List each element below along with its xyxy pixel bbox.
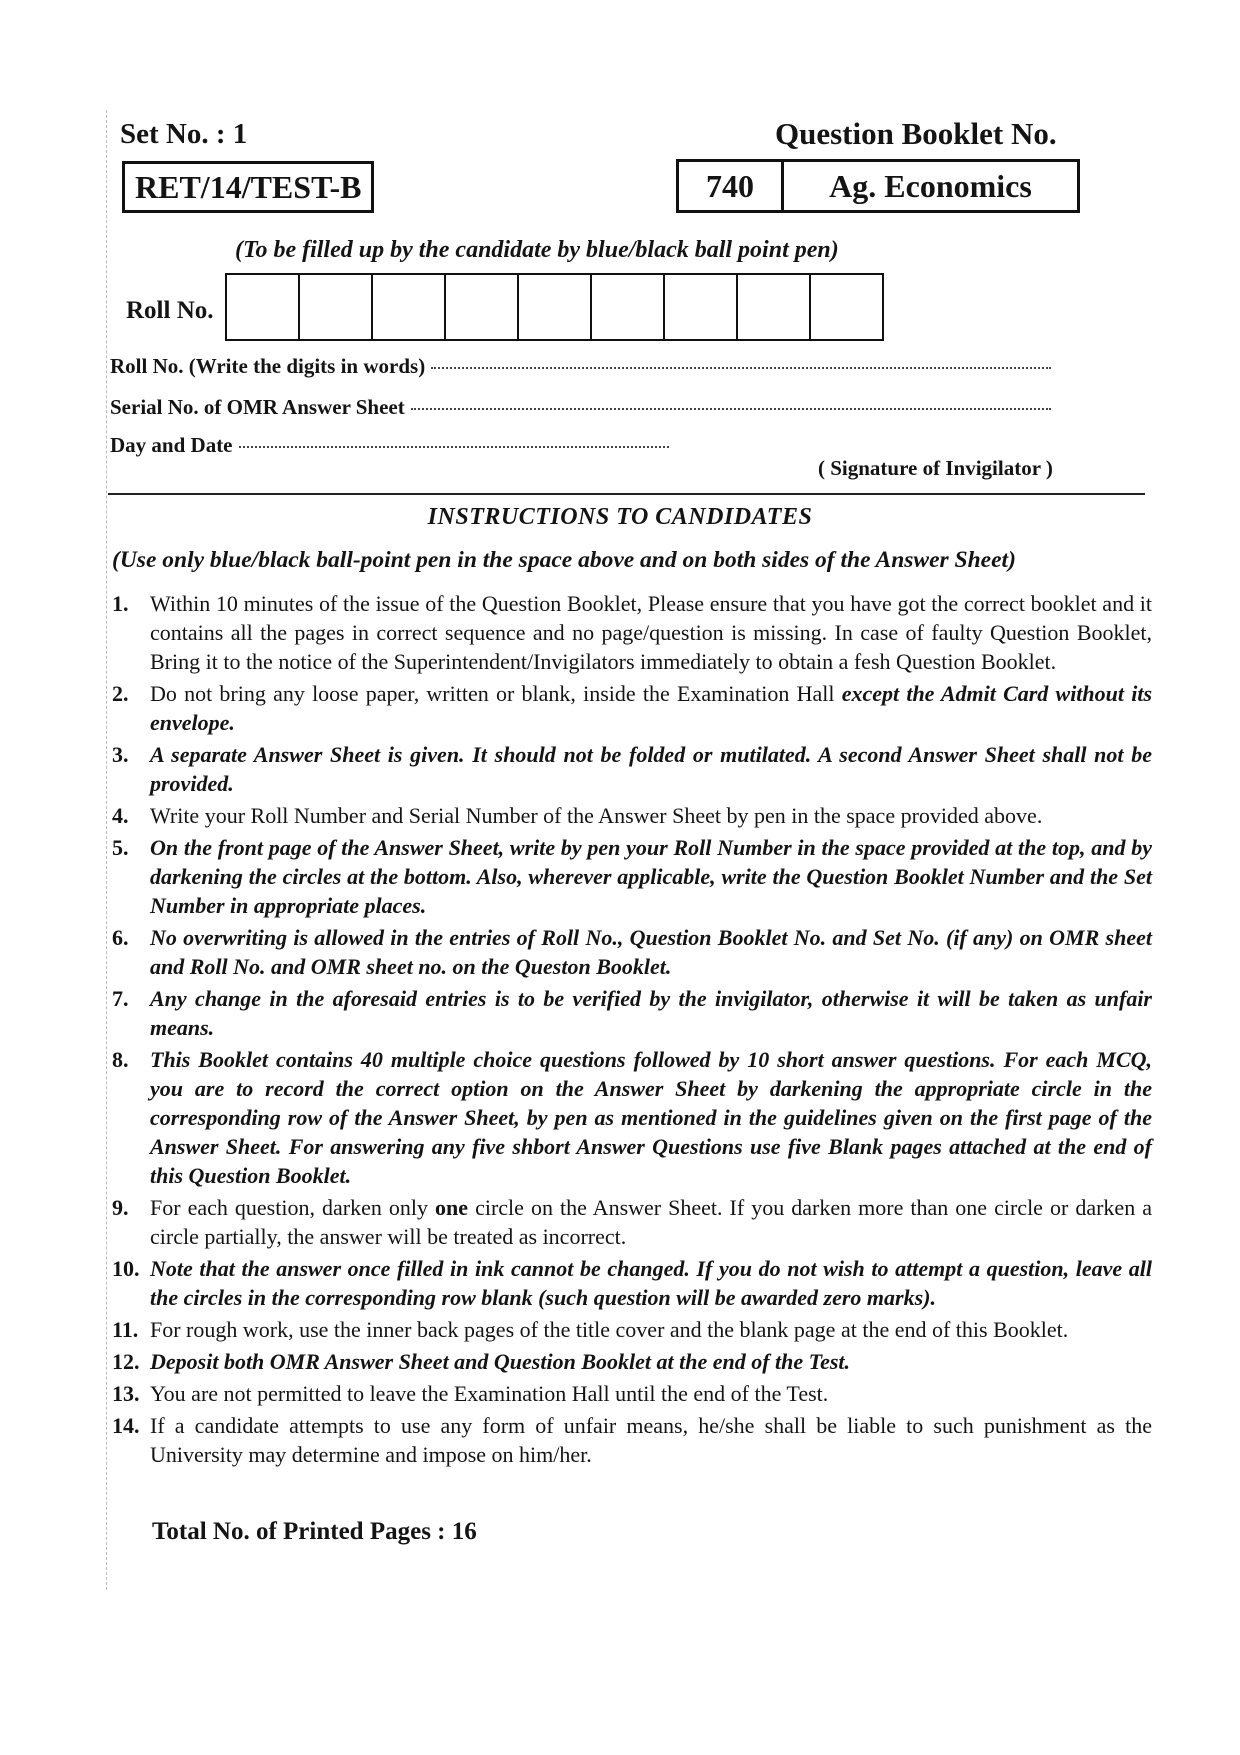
roll-words-field — [110, 354, 1051, 379]
roll-digit-box[interactable] — [446, 275, 519, 339]
instruction-text-part: circle on the Answer Sheet. If you darken more than one circle or darken a circle partially, the answer will be treated as incorrect. — [150, 1195, 1152, 1249]
instruction-item — [112, 801, 1152, 830]
roll-digit-box[interactable] — [811, 275, 884, 339]
instruction-text: Any change in the aforesaid entries is to be verified by the invigilator, otherwise it will be taken as unfair means. — [150, 986, 1152, 1040]
roll-digit-box[interactable] — [592, 275, 665, 339]
instruction-item — [112, 1347, 1152, 1376]
roll-no-boxes — [225, 273, 884, 341]
instruction-text: No overwriting is allowed in the entries of Roll No., Question Booklet No. and Set No. (if any) on OMR sheet and Roll No. and OMR sheet no. on the Queston Booklet. — [150, 925, 1152, 979]
roll-digit-box[interactable] — [300, 275, 373, 339]
roll-digit-box[interactable] — [665, 275, 738, 339]
instruction-number: 6. — [112, 925, 129, 950]
roll-digit-box[interactable] — [738, 275, 811, 339]
instruction-text: If a candidate attempts to use any form of unfair means, he/she shall be liable to such punishment as the University may determine and impose on him/her. — [150, 1413, 1152, 1467]
instruction-text-part: Do not bring any loose paper, written or blank, inside the Examination Hall — [150, 681, 842, 706]
test-code: RET/14/TEST-B — [135, 168, 362, 205]
omr-serial-label: Serial No. of OMR Answer Sheet — [110, 395, 405, 419]
invigilator-signature: ( Signature of Invigilator ) — [818, 456, 1053, 480]
instruction-number: 10. — [112, 1256, 140, 1281]
instruction-text: On the front page of the Answer Sheet, write by pen your Roll Number in the space provided at the top, and by darkening the circles at the bottom. Also, wherever applicable, write the Question Booklet Number and the Set Number in appropriate places. — [150, 835, 1152, 918]
instruction-text: This Booklet contains 40 multiple choice questions followed by 10 short answer questions. For each MCQ, you are to record the correct option on the Answer Sheet by darkening the appropriate circle in the corresponding row of the Answer Sheet, by pen as mentioned in the guidelines given on the first page of the Answer Sheet. For answering any five shbort Answer Questions use five Blank pages attached at the end of this Question Booklet. — [150, 1047, 1152, 1188]
instruction-number: 13. — [112, 1381, 140, 1406]
instruction-text: A separate Answer Sheet is given. It should not be folded or mutilated. A second Answer Sheet shall not be provided. — [150, 742, 1152, 796]
instruction-text: You are not permitted to leave the Examination Hall until the end of the Test. — [150, 1381, 829, 1406]
question-booklet-heading: Question Booklet No. — [775, 116, 1057, 151]
roll-digit-box[interactable] — [227, 275, 300, 339]
instruction-item — [112, 589, 1152, 676]
instruction-number: 2. — [112, 681, 129, 706]
instruction-item — [112, 1411, 1152, 1469]
fill-note: (To be filled up by the candidate by blue/black ball point pen) — [235, 237, 839, 263]
booklet-number: 740 — [679, 162, 784, 210]
instruction-text: Within 10 minutes of the issue of the Question Booklet, Please ensure that you have got the correct booklet and it contains all the pages in correct sequence and no page/question is missing. In case of faulty Question Booklet, Bring it to the notice of the Superintendent/Invigilators immediately to obtain a fesh Question Booklet. — [150, 591, 1152, 674]
instruction-text: Note that the answer once filled in ink cannot be changed. If you do not wish to attempt a question, leave all the circles in the corresponding row blank (such question will be awarded zero marks). — [150, 1256, 1152, 1310]
instruction-text-part: For each question, darken only — [150, 1195, 436, 1220]
instruction-item — [112, 679, 1152, 737]
margin-line — [106, 110, 107, 1590]
instruction-item — [112, 1254, 1152, 1312]
set-number: Set No. : 1 — [120, 118, 248, 150]
instruction-number: 3. — [112, 742, 129, 767]
day-date-label: Day and Date — [110, 433, 233, 457]
day-date-line[interactable] — [239, 446, 669, 448]
instruction-item — [112, 833, 1152, 920]
day-date-field — [110, 433, 669, 458]
instruction-text-emphasis: except the Admit Card without its envelope. — [150, 681, 1153, 735]
roll-no-label: Roll No. — [126, 297, 214, 324]
total-printed-pages: Total No. of Printed Pages : 16 — [152, 1518, 477, 1545]
instruction-number: 1. — [112, 591, 129, 616]
instructions-title: INSTRUCTIONS TO CANDIDATES — [427, 504, 813, 530]
instruction-item — [112, 1379, 1152, 1408]
instruction-item — [112, 740, 1152, 798]
subject-name: Ag. Economics — [829, 167, 1032, 204]
instruction-number: 9. — [112, 1195, 129, 1220]
instruction-text-bold: one — [435, 1195, 469, 1220]
instruction-text: For rough work, use the inner back pages of the title cover and the blank page at the end of this Booklet. — [150, 1317, 1069, 1342]
instructions-subtitle: (Use only blue/black ball-point pen in the space above and on both sides of the Answer Sheet) — [112, 547, 1016, 573]
divider — [108, 493, 1145, 495]
instructions-list — [112, 589, 1152, 1472]
omr-serial-line[interactable] — [411, 408, 1051, 410]
instruction-number: 14. — [112, 1413, 140, 1438]
instruction-number: 7. — [112, 986, 129, 1011]
instruction-text — [150, 679, 1152, 737]
instruction-item — [112, 984, 1152, 1042]
instruction-number: 4. — [112, 803, 129, 828]
roll-digit-box[interactable] — [519, 275, 592, 339]
roll-words-label: Roll No. (Write the digits in words) — [110, 354, 426, 378]
instruction-text: Write your Roll Number and Serial Number of the Answer Sheet by pen in the space provided above. — [150, 803, 1043, 828]
roll-words-line[interactable] — [431, 367, 1051, 369]
roll-digit-box[interactable] — [373, 275, 446, 339]
instruction-item — [112, 1193, 1152, 1251]
instruction-text: Deposit both OMR Answer Sheet and Question Booklet at the end of the Test. — [150, 1349, 851, 1374]
instruction-number: 5. — [112, 835, 129, 860]
instruction-text — [150, 1193, 1152, 1251]
test-code-box — [122, 161, 374, 213]
instruction-number: 12. — [112, 1349, 140, 1374]
instruction-item — [112, 1045, 1152, 1190]
omr-serial-field — [110, 395, 1051, 420]
instruction-number: 11. — [112, 1317, 139, 1342]
instruction-number: 8. — [112, 1047, 129, 1072]
instruction-item — [112, 1315, 1152, 1344]
instruction-item — [112, 923, 1152, 981]
booklet-number-box — [676, 159, 1080, 213]
